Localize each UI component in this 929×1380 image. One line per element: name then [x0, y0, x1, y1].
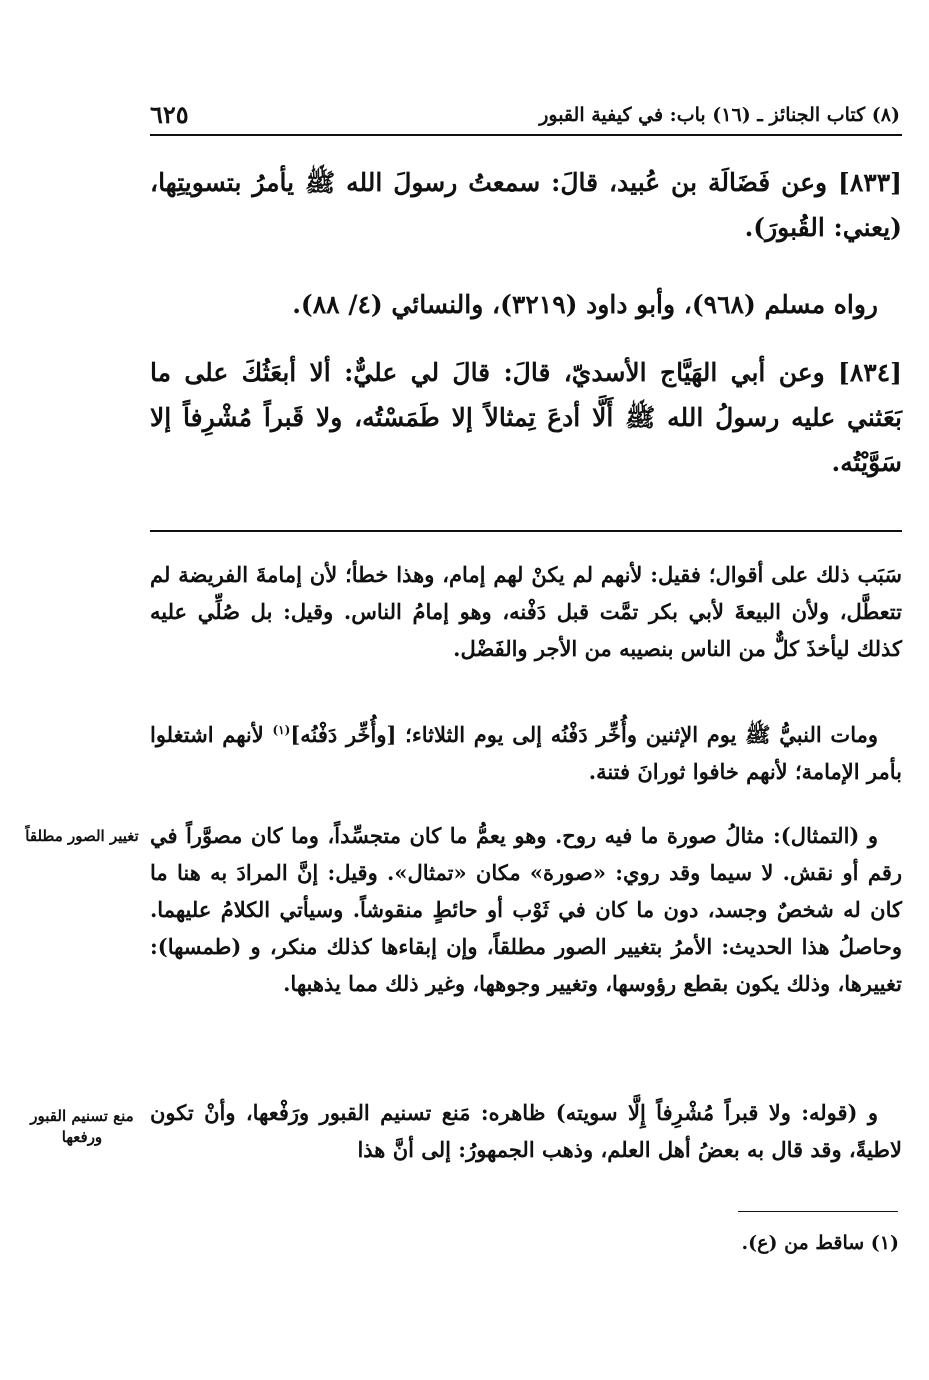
commentary-paragraph-4: و (قوله: ولا قبراً مُشْرِفاً إِلَّا سويته) ظاهره: مَنع تسنيم القبور ورَفْعها، وأنْ تكون لاطيةً، وقد قال به بعضُ أهل العلم، وذهب الجمهورُ: إلى أنَّ هذا: [150, 1100, 902, 1162]
commentary-paragraph-1: سَبَب ذلك على أقوال؛ فقيل: لأنهم لم يكنْ لهم إمام، وهذا خطأ؛ لأن إمامةَ الفريضة لم تتعطَّل، ولأن البيعةَ لأبي بكر تمَّت قبل دَفْنه، وهو إمامُ الناس. وقيل: بل صُلِّي عليه كذلك ليأخذَ كلٌّ من الناس بنصيبه من الأجر والفَضْل.: [150, 562, 902, 661]
hadith-833: [٨٣٣] وعن فَضَالَة بن عُبيد، قالَ: سمعتُ رسولَ الله ﷺ يأمرُ بتسويتِها، (يعني: القُبورَ).: [150, 168, 902, 242]
footnote-1: (١) ساقط من (ع).: [741, 1232, 899, 1254]
margin-note-images: تغيير الصور مطلقاً: [25, 827, 139, 845]
takhrij-833: رواه مسلم (٩٦٨)، وأبو داود (٣٢١٩)، والنسائي (٤/ ٨٨).: [292, 290, 878, 319]
margin-note-graves: منع تسنيم القبور ورفعها: [30, 1107, 134, 1146]
running-header: [150, 98, 900, 132]
hadith-834: [٨٣٤] وعن أبي الهَيَّاج الأسديّ، قالَ: قالَ لي عليٌّ: ألا أبعَثُكَ على ما بَعَثني عليه رسولُ الله ﷺ أَلَّا أدعَ تِمثالاً إلا طَمَسْتُه، ولا قَبراً مُشْرِفاً إلا سَوَّيْتُه.: [150, 358, 902, 477]
header-title: (٨) كتاب الجنائز ـ (١٦) باب: في كيفية القبور: [539, 104, 900, 126]
commentary-paragraph-2: [150, 712, 902, 790]
footnote-rule: [738, 1211, 898, 1212]
commentary-p2-part-a: ومات النبيُّ ﷺ يوم الإثنين وأُخِّر دَفْنُه إلى يوم الثلاثاء؛ [وأُخِّر دَفْنُه]: [290, 722, 878, 747]
section-divider: [150, 530, 902, 532]
footnote-marker: (١): [272, 723, 291, 737]
commentary-p2-part-b: لأنهم اشتغلوا بأمر الإمامة؛ لأنهم خافوا ثورانَ فتنة.: [150, 722, 902, 784]
page-number: ٦٢٥: [150, 100, 189, 129]
header-rule: [150, 134, 902, 136]
commentary-paragraph-3: و (التمثال): مثالُ صورة ما فيه روح. وهو يعمُّ ما كان متجسِّداً، وما كان مصوَّراً في رقم أو نقش. لا سيما وقد روي: «صورة» مكان «تمثال». وقيل: إنَّ المرادَ به هنا ما كان له شخصٌ وجسد، دون ما كان في ثَوْب أو حائطٍ منقوشاً. وسيأتي الكلامُ عليهما. وحاصلُ هذا الحديث: الأمرُ بتغيير الصور مطلقاً، وإن إبقاءها كذلك منكر، و (طمسها): تغييرها، وذلك يكون بقطع رؤوسها، وتغيير وجوهها، وغير ذلك مما يذهبها.: [150, 823, 902, 996]
